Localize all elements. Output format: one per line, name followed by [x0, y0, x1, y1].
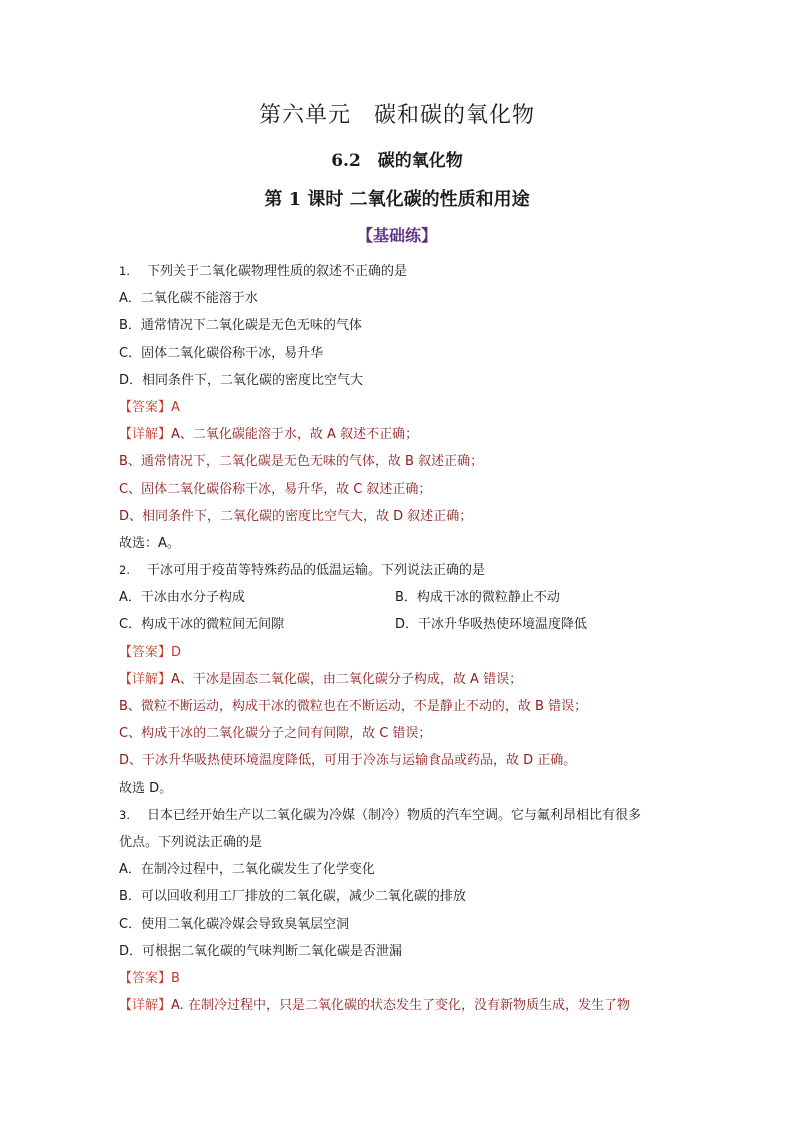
- question-text: 下列关于二氧化碳物理性质的叙述不正确的是: [147, 264, 408, 279]
- answer-label: 【答案】: [119, 644, 172, 660]
- q2-options-row-2: [119, 611, 679, 638]
- detail-label: 【详解】: [119, 998, 172, 1014]
- detail-label: 【详解】: [119, 427, 172, 443]
- answer-label: 【答案】: [119, 970, 172, 986]
- answer-value: B: [171, 970, 180, 986]
- q1-option-d: D．相同条件下，二氧化碳的密度比空气大: [119, 372, 364, 388]
- q2-options-row-1: [119, 584, 679, 611]
- q3-option-a: A．在制冷过程中，二氧化碳发生了化学变化: [119, 862, 375, 878]
- question-1-stem: [119, 258, 679, 285]
- q3-option-d: D．可根据二氧化碳的气味判断二氧化碳是否泄漏: [119, 943, 403, 959]
- question-text: 日本已经开始生产以二氧化碳为冷媒（制冷）物质的汽车空调。它与氟利昂相比有很多: [147, 807, 642, 823]
- question-3-stem-line-1: [119, 802, 679, 829]
- question-number: 2.: [119, 563, 130, 578]
- q1-answer: [119, 394, 679, 421]
- detail-text: A、二氧化碳能溶于水，故 A 叙述不正确；: [171, 427, 419, 443]
- q2-conclusion: 故选 D。: [119, 780, 173, 796]
- q2-answer: [119, 639, 679, 666]
- q2-detail-2: B、微粒不断运动，构成干冰的微粒也在不断运动，不是静止不动的，故 B 错误；: [119, 699, 588, 714]
- basic-practice-label: 【基础练】: [356, 226, 437, 245]
- q2-detail-4: D、干冰升华吸热使环境温度降低，可用于冷冻与运输食品或药品，故 D 正确。: [119, 753, 577, 769]
- q3-option-b: B．可以回收利用工厂排放的二氧化碳，减少二氧化碳的排放: [119, 889, 466, 905]
- question-text: 干冰可用于疫苗等特殊药品的低温运输。下列说法正确的是: [147, 563, 486, 579]
- q1-option-b: B．通常情况下二氧化碳是无色无味的气体: [119, 318, 362, 334]
- q1-option-c: C．固体二氧化碳俗称干冰，易升华: [119, 345, 324, 361]
- q3-detail-1: [119, 992, 679, 1019]
- answer-value: D: [171, 644, 182, 660]
- q2-option-a: A．干冰由水分子构成: [119, 590, 245, 606]
- answer-value: A: [171, 399, 180, 415]
- q2-option-c: C．构成干冰的微粒间无间隙: [119, 617, 285, 633]
- question-2-stem: [119, 557, 679, 584]
- q2-detail-3: C、构成干冰的二氧化碳分子之间有间隙，故 C 错误；: [119, 726, 432, 742]
- q3-option-c: C．使用二氧化碳冷媒会导致臭氧层空洞: [119, 916, 350, 932]
- lesson-title: 第 1 课时 二氧化碳的性质和用途: [264, 189, 530, 210]
- question-number: 3.: [119, 807, 130, 822]
- detail-label: 【详解】: [119, 671, 172, 687]
- detail-text: A. 在制冷过程中，只是二氧化碳的状态发生了变化，没有新物质生成，发生了物: [171, 998, 630, 1014]
- q1-detail-2: B、通常情况下，二氧化碳是无色无味的气体，故 B 叙述正确；: [119, 454, 484, 470]
- answer-label: 【答案】: [119, 399, 172, 415]
- question-number: 1.: [119, 264, 130, 278]
- q1-detail-3: C、固体二氧化碳俗称干冰，易升华，故 C 叙述正确；: [119, 481, 432, 497]
- detail-text: A、干冰是固态二氧化碳，由二氧化碳分子构成，故 A 错误；: [171, 671, 523, 687]
- q2-detail-1: [119, 666, 679, 693]
- question-3-stem-line-2: 优点。下列说法正确的是: [119, 834, 263, 850]
- q3-answer: [119, 965, 679, 992]
- q2-option-d: D．干冰升华吸热使环境温度降低: [395, 617, 588, 633]
- section-title: 6.2 碳的氧化物: [331, 151, 463, 171]
- unit-title: 第六单元 碳和碳的氧化物: [258, 103, 535, 128]
- q1-detail-1: [119, 421, 679, 448]
- q1-conclusion: 故选：A。: [119, 535, 180, 551]
- q1-detail-4: D、相同条件下，二氧化碳的密度比空气大，故 D 叙述正确；: [119, 508, 473, 524]
- q1-option-a: A．二氧化碳不能溶于水: [119, 291, 258, 307]
- q2-option-b: B．构成干冰的微粒静止不动: [395, 590, 560, 606]
- question-list: [119, 258, 679, 1019]
